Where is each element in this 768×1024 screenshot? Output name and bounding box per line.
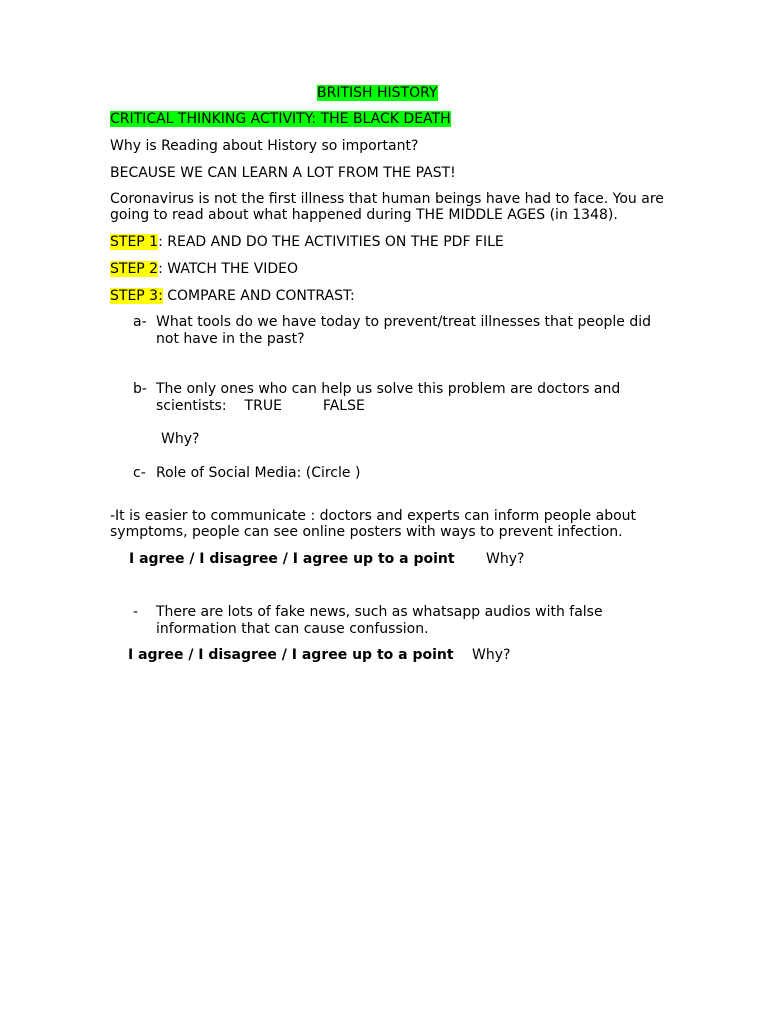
title-text: BRITISH HISTORY: [317, 85, 438, 101]
step-2-label: STEP 2: [110, 261, 159, 277]
item-b-why: Why?: [161, 431, 200, 447]
step-1-label: STEP 1: [110, 234, 159, 250]
step-1: [110, 234, 504, 250]
list-item-c-text: Role of Social Media: (Circle ): [156, 465, 361, 481]
scientists-text: scientists:: [156, 398, 227, 414]
step-2: [110, 261, 298, 277]
intro-paragraph: Coronavirus is not the first illness that human beings have had to face. You are going to read about what happened during THE MIDDLE AGES (in 1348).: [110, 191, 664, 223]
true-option: TRUE: [244, 398, 282, 414]
list-item-c: [133, 465, 653, 482]
list-item-dash: [133, 604, 653, 638]
agree-options-1: I agree / I disagree / I agree up to a point: [129, 551, 455, 567]
why-2: Why?: [472, 647, 511, 663]
agree-line-1: [129, 551, 455, 567]
document-title: [317, 85, 438, 101]
step-3-text: COMPARE AND CONTRAST:: [162, 288, 355, 304]
why-1: Why?: [486, 551, 525, 567]
list-item-a-text: What tools do we have today to prevent/treat illnesses that people did not have in the past?: [156, 314, 652, 347]
list-marker-c: c-: [133, 465, 146, 481]
fake-news-text: There are lots of fake news, such as whatsapp audios with false information that can cause confussion.: [156, 604, 603, 637]
list-marker-b: b-: [133, 381, 147, 397]
agree-line-2: [128, 647, 454, 663]
intro-answer: BECAUSE WE CAN LEARN A LOT FROM THE PAST!: [110, 165, 456, 181]
step-2-text: : WATCH THE VIDEO: [158, 261, 299, 277]
list-marker-a: a-: [133, 314, 147, 330]
communicate-paragraph: -It is easier to communicate : doctors and experts can inform people about symptoms, people can see online posters with ways to prevent infection.: [110, 508, 637, 540]
activity-heading: [110, 111, 451, 127]
list-item-b-line2: [156, 398, 653, 415]
list-item-b-line1: The only ones who can help us solve this problem are doctors and: [156, 381, 621, 397]
step-1-text: : READ AND DO THE ACTIVITIES ON THE PDF FILE: [158, 234, 504, 250]
list-item-b: [133, 381, 653, 415]
agree-options-2: I agree / I disagree / I agree up to a point: [128, 647, 454, 663]
step-3: [110, 288, 355, 304]
subtitle-text: CRITICAL THINKING ACTIVITY: THE BLACK DEATH: [110, 111, 451, 127]
dash-marker: -: [133, 604, 139, 620]
false-option: FALSE: [322, 398, 365, 414]
intro-question: Why is Reading about History so important?: [110, 138, 419, 154]
list-item-a: [133, 314, 653, 348]
step-3-label: STEP 3:: [110, 288, 163, 304]
